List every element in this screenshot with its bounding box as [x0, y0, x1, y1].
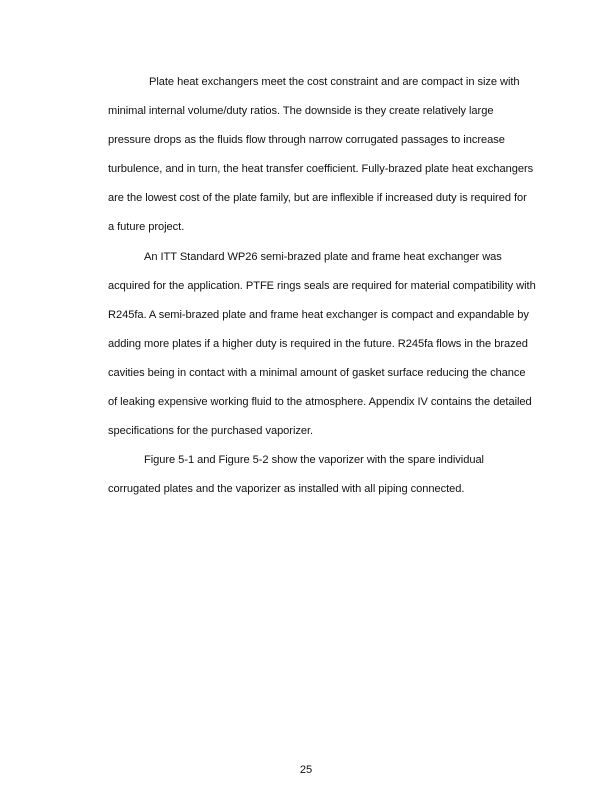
text-line: minimal internal volume/duty ratios. The downside is they create relatively large	[108, 105, 494, 118]
text-line: An ITT Standard WP26 semi-brazed plate and frame heat exchanger was	[144, 250, 502, 263]
text-line: specifications for the purchased vaporizer.	[108, 425, 314, 438]
paragraph-figure-references	[108, 446, 542, 504]
text-line: cavities being in contact with a minimal amount of gasket surface reducing the chance	[108, 366, 526, 379]
paragraph-plate-heat-exchangers	[108, 68, 542, 243]
text-line: corrugated plates and the vaporizer as installed with all piping connected.	[108, 483, 465, 496]
text-line: pressure drops as the fluids flow through narrow corrugated passages to increase	[108, 134, 505, 147]
page-number: 25	[299, 764, 313, 776]
text-line: acquired for the application. PTFE rings seals are required for material compatibility with	[108, 279, 536, 292]
text-line: R245fa. A semi-brazed plate and frame heat exchanger is compact and expandable by	[108, 308, 529, 321]
body-text	[108, 68, 542, 504]
text-line: of leaking expensive working fluid to the atmosphere. Appendix IV contains the detailed	[108, 396, 532, 409]
paragraph-itt-standard-wp26	[108, 243, 542, 447]
text-line: turbulence, and in turn, the heat transfer coefficient. Fully-brazed plate heat exchangers	[108, 163, 534, 176]
text-line: adding more plates if a higher duty is required in the future. R245fa flows in the brazed	[108, 337, 528, 350]
text-line: Plate heat exchangers meet the cost constraint and are compact in size with	[149, 76, 520, 88]
text-line: a future project.	[108, 221, 185, 234]
text-line: are the lowest cost of the plate family, but are inflexible if increased duty is required for	[108, 192, 527, 205]
text-line: Figure 5-1 and Figure 5-2 show the vaporizer with the spare individual	[144, 454, 484, 467]
